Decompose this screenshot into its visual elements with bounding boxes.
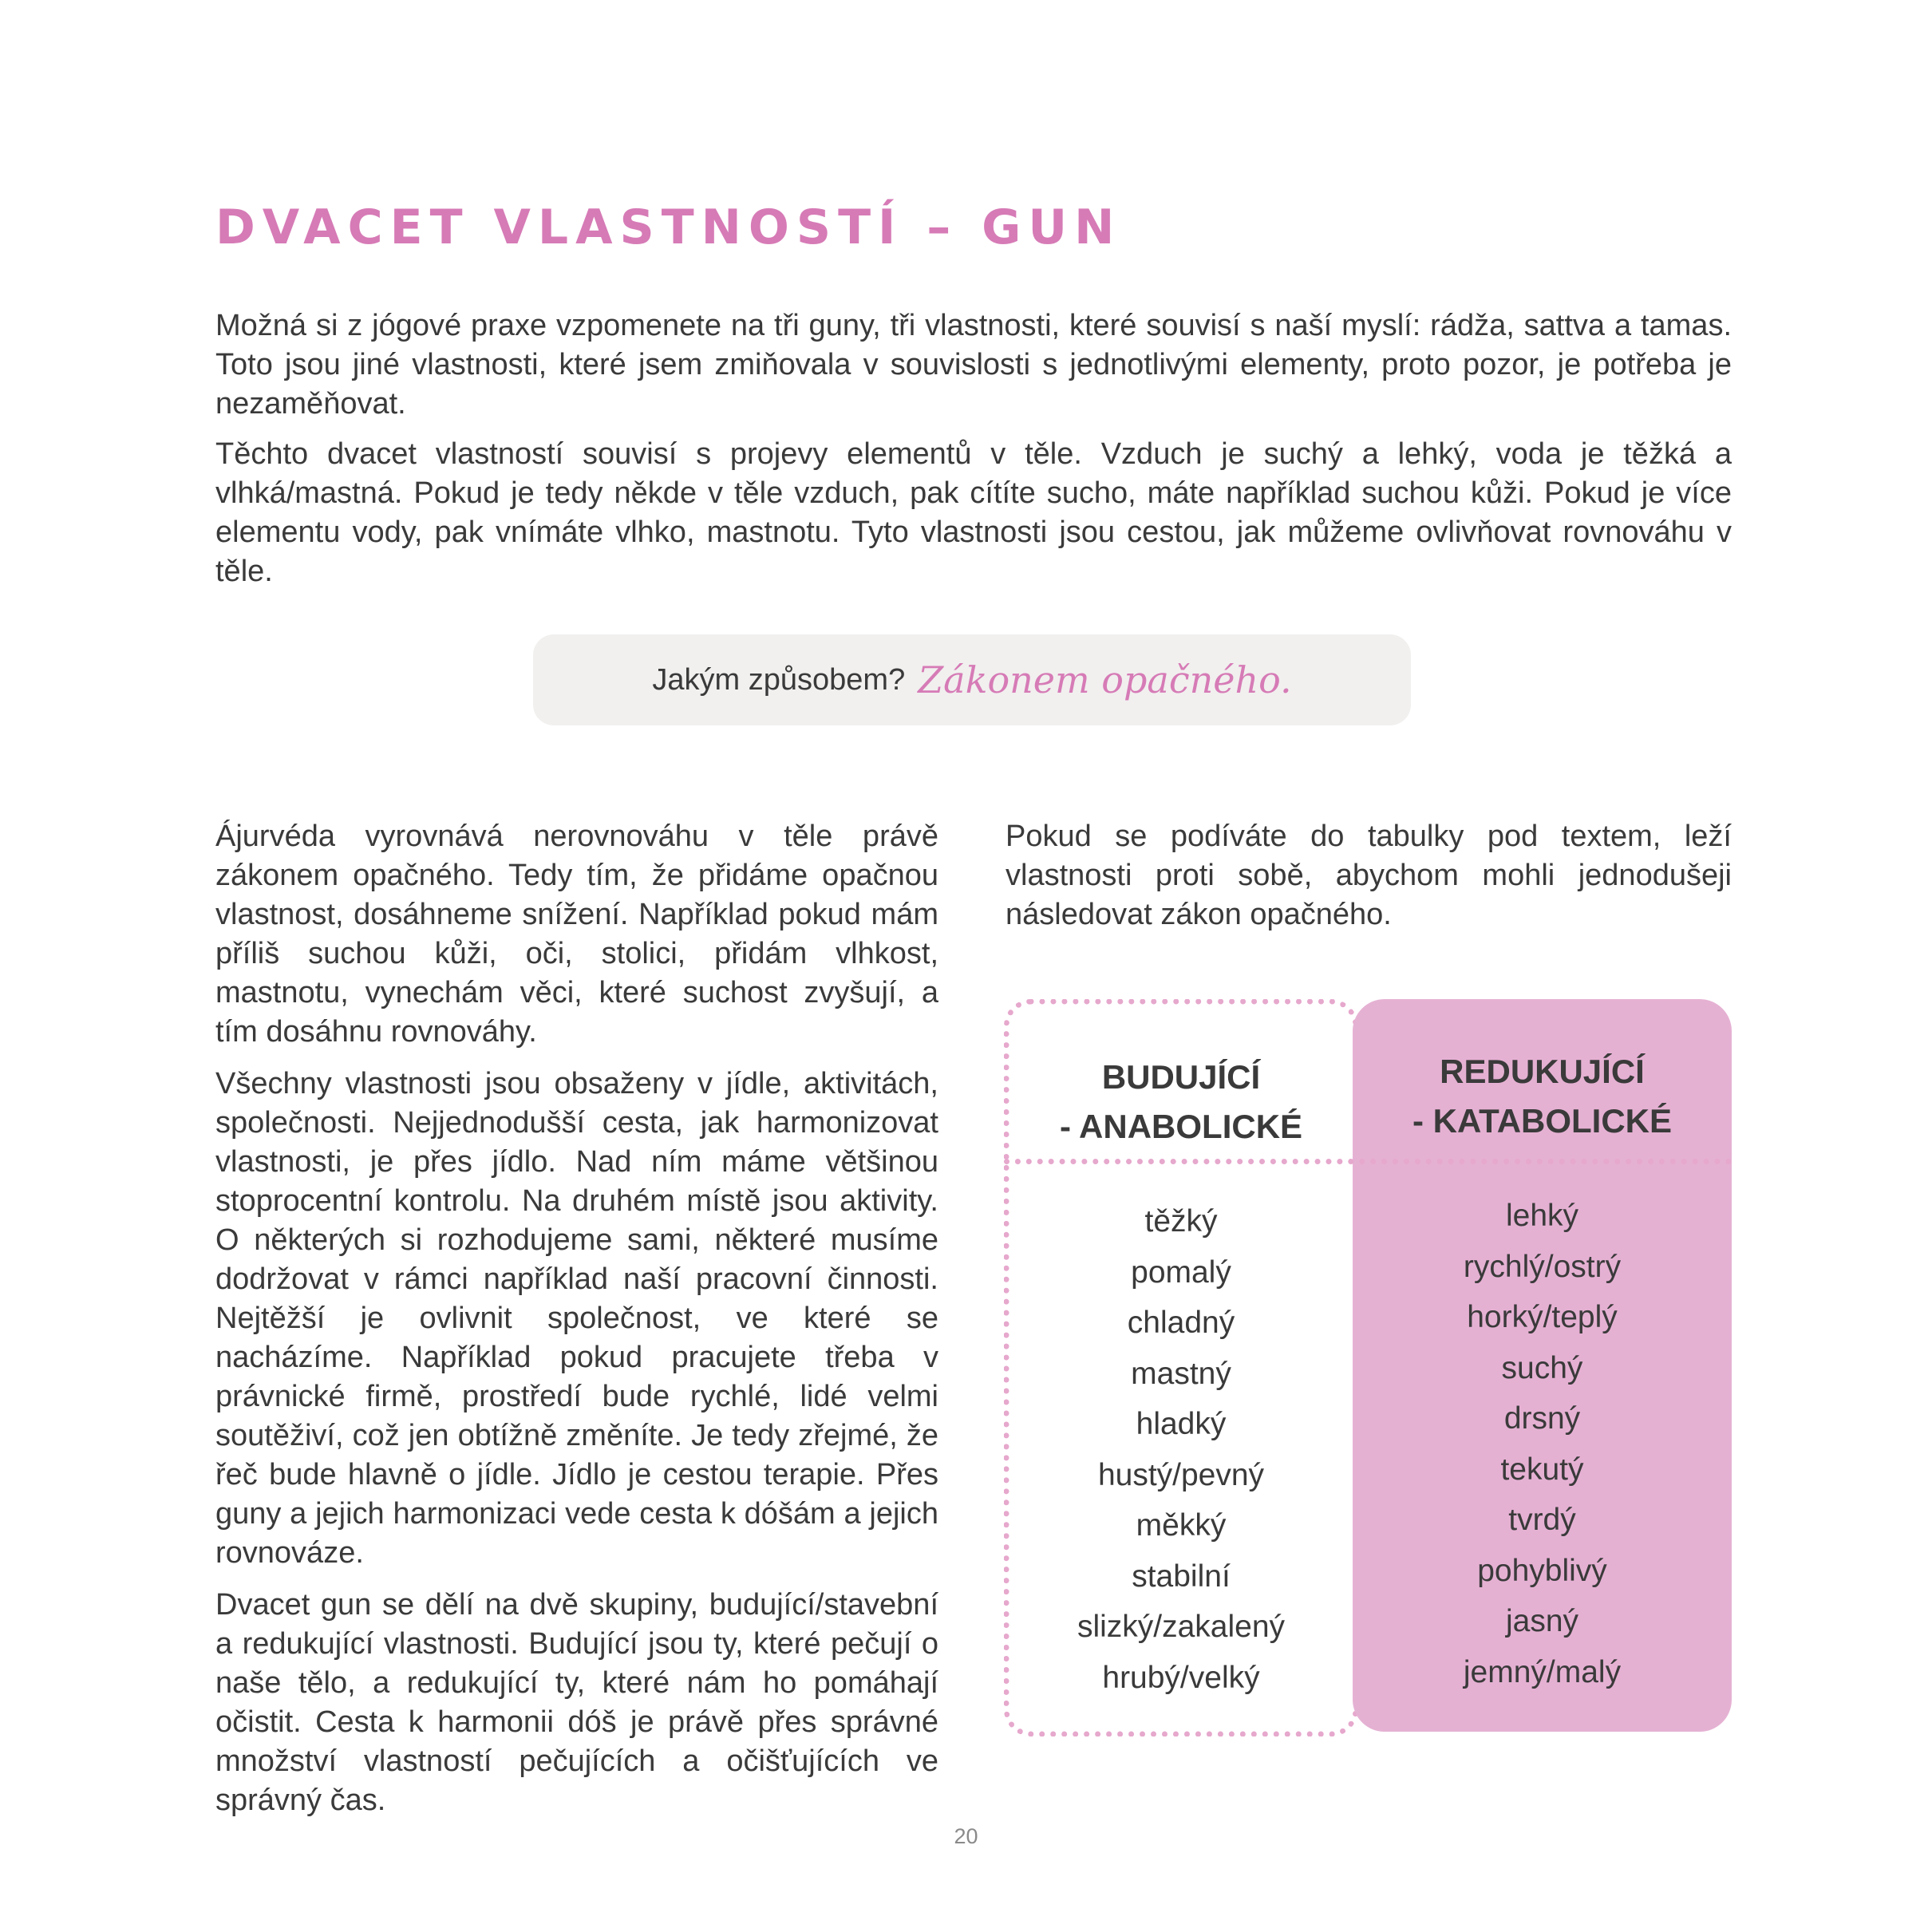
- callout-question: Jakým způsobem?: [652, 662, 906, 697]
- reducing-heading-line: REDUKUJÍCÍ: [1440, 1053, 1645, 1090]
- page-number: 20: [954, 1824, 978, 1848]
- building-column: [1004, 999, 1358, 1736]
- table-divider: [1004, 1159, 1732, 1164]
- list-item: těžký: [1144, 1204, 1218, 1239]
- reducing-heading-line: - KATABOLICKÉ: [1412, 1102, 1673, 1140]
- reducing-heading: [1353, 1047, 1732, 1146]
- list-item: tvrdý: [1508, 1503, 1576, 1537]
- list-item: tekutý: [1500, 1452, 1584, 1487]
- list-item: pohyblivý: [1477, 1553, 1607, 1588]
- list-item: horký/teplý: [1467, 1300, 1618, 1334]
- list-item: pomalý: [1131, 1254, 1231, 1290]
- gun-table: [1004, 999, 1732, 1732]
- callout-answer: Zákonem opačného.: [918, 658, 1292, 701]
- list-item: jasný: [1505, 1604, 1579, 1638]
- list-item: hustý/pevný: [1097, 1457, 1265, 1492]
- body-paragraph: Všechny vlastnosti jsou obsaženy v jídle, aktivitách, společnosti. Nejjednodušší cesta, jak harmonizovat vlastnosti, je přes jídlo. Nad ním máme většinou stoprocentní kontrolu. Na druhém místě jsou aktivity. O některých si rozhodujeme sami, některé musíme dodržovat v rámci například naší pracovní činnosti. Nejtěžší je ovlivnit společnost, ve které se nacházíme. Například pokud pracujete třeba v právnické firmě, prostředí bude rychlé, lidé velmi soutěživí, což jen obtížně změníte. Je tedy zřejmé, že řeč bude hlavně o jídle. Jídlo je cestou terapie. Přes guny a jejich harmonizaci vede cesta k dóšám a jejich rovnováze.: [215, 1067, 938, 1570]
- intro-text: [215, 306, 1732, 603]
- list-item: jemný/malý: [1463, 1654, 1622, 1689]
- list-item: lehký: [1505, 1199, 1579, 1233]
- building-heading-line: - ANABOLICKÉ: [1059, 1108, 1303, 1145]
- body-paragraph: Dvacet gun se dělí na dvě skupiny, budující/stavební a redukující vlastnosti. Budující jsou ty, které pečují o naše tělo, a redukující ty, které nám ho pomáhají očistit. Cesta k harmonii dóš je právě přes správné množství vlastností pečujících a očišťujících ve správný čas.: [215, 1588, 938, 1817]
- list-item: hrubý/velký: [1102, 1660, 1260, 1695]
- list-item: stabilní: [1132, 1559, 1231, 1594]
- list-item: slizký/zakalený: [1077, 1610, 1286, 1644]
- building-heading-line: BUDUJÍCÍ: [1101, 1058, 1261, 1096]
- list-item: hladký: [1136, 1407, 1227, 1441]
- list-item: drsný: [1503, 1401, 1581, 1436]
- list-item: suchý: [1501, 1350, 1583, 1385]
- reducing-column: [1353, 999, 1732, 1732]
- left-column: [215, 817, 938, 1833]
- right-column: [1006, 817, 1732, 934]
- intro-paragraph: Možná si z jógové praxe vzpomenete na tři guny, tři vlastnosti, které souvisí s naší myslí: rádža, sattva a tamas. Toto jsou jiné vlastnosti, které jsem zmiňovala v souvislosti s jednotlivými elementy, proto pozor, je potřeba je nezaměňovat.: [215, 309, 1732, 421]
- intro-paragraph: Těchto dvacet vlastností souvisí s projevy elementů v těle. Vzduch je suchý a lehký, voda je těžká a vlhká/mastná. Pokud je tedy někde v těle vzduch, pak cítíte sucho, máte například suchou kůži. Pokud je více elementu vody, pak vnímáte vlhko, mastnotu. Tyto vlastnosti jsou cestou, jak můžeme ovlivňovat rovnováhu v těle.: [215, 437, 1732, 588]
- building-list: [1009, 1196, 1353, 1703]
- reducing-list: [1353, 1191, 1732, 1697]
- list-item: měkký: [1136, 1508, 1227, 1543]
- list-item: chladný: [1127, 1306, 1235, 1340]
- callout-box: [533, 634, 1411, 725]
- body-paragraph: Ájurvéda vyrovnává nerovnováhu v těle právě zákonem opačného. Tedy tím, že přidáme opačnou vlastnost, dosáhneme snížení. Například pokud mám příliš suchou kůži, oči, stolici, přidám vlhkost, mastnotu, vynechám věci, které suchost zvyšují, a tím dosáhnu rovnováhy.: [215, 820, 938, 1049]
- list-item: rychlý/ostrý: [1463, 1249, 1622, 1284]
- list-item: mastný: [1131, 1356, 1231, 1391]
- body-paragraph: Pokud se podíváte do tabulky pod textem, leží vlastnosti proti sobě, abychom mohli jednodušeji následovat zákon opačného.: [1006, 820, 1732, 931]
- page-title: DVACET VLASTNOSTÍ – GUN: [215, 200, 1122, 255]
- building-heading: [1009, 1053, 1353, 1152]
